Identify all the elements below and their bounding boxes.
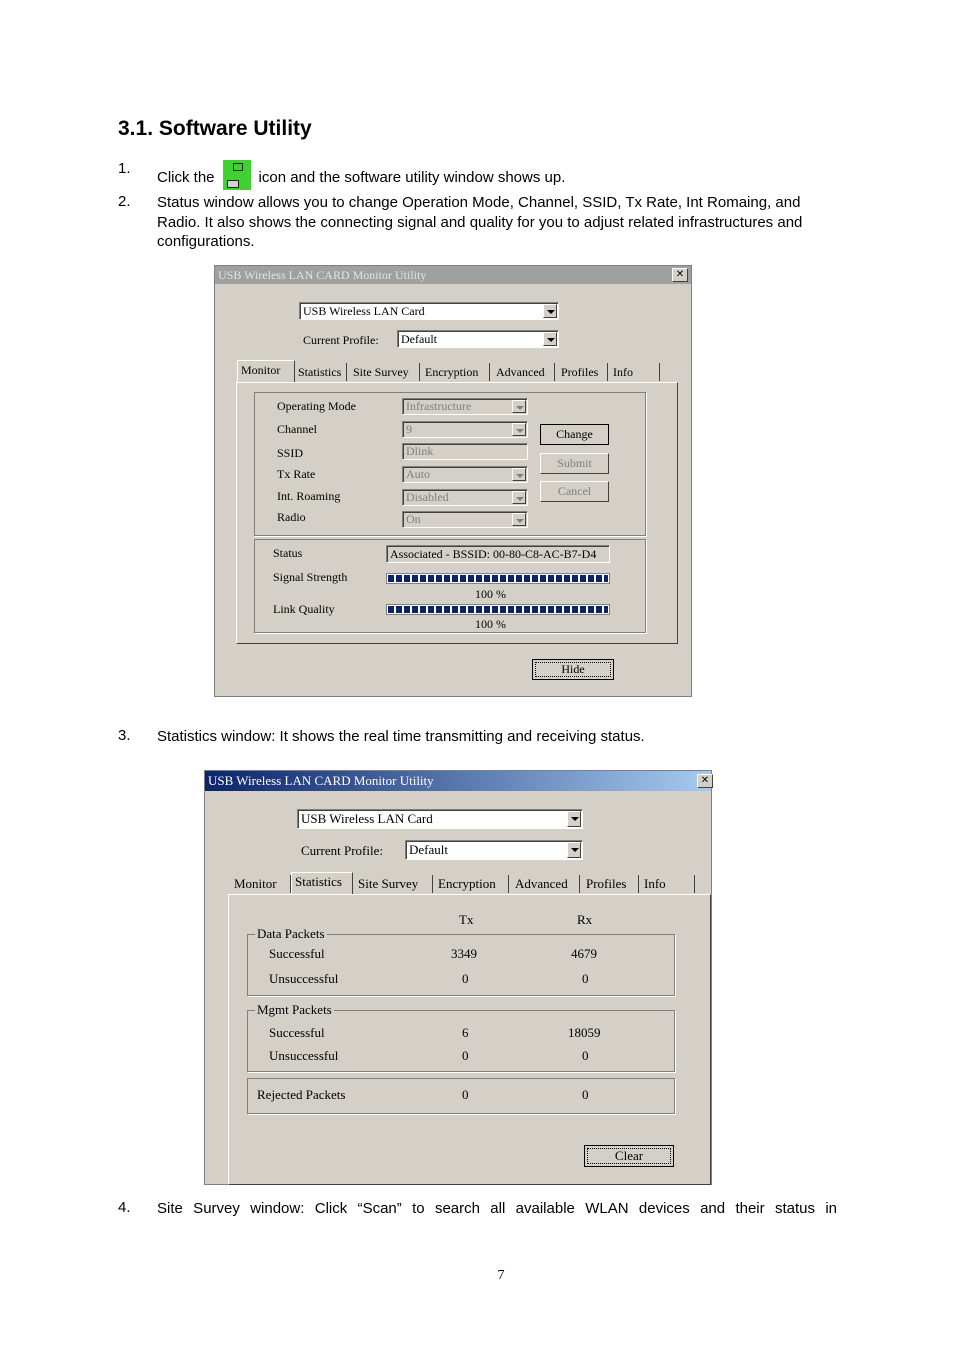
tab-monitor[interactable]: Monitor [237,360,295,382]
adapter-select-value: USB Wireless LAN Card [301,811,433,826]
mgmt-rx-successful: 18059 [568,1025,601,1040]
link-quality-label: Link Quality [273,602,335,616]
radio-value: On [406,512,421,526]
profile-label: Current Profile: [303,333,379,347]
page-number: 7 [497,1268,505,1283]
ssid-input[interactable] [402,443,528,460]
link-quality-bar [386,604,610,615]
field-label-int-roaming: Int. Roaming [277,489,341,503]
rejected-tx: 0 [462,1087,469,1102]
field-label-radio: Radio [277,510,306,524]
data-tx-successful: 3349 [451,946,477,961]
mgmt-successful-label: Successful [269,1025,325,1040]
chevron-down-icon[interactable] [567,842,581,858]
tab-bar [231,875,697,895]
field-label-channel: Channel [277,422,317,436]
submit-button[interactable]: Submit [540,453,609,474]
mgmt-packets-title: Mgmt Packets [257,1002,332,1017]
status-label: Status [273,546,303,560]
rejected-packets-label: Rejected Packets [257,1087,346,1102]
radio-select[interactable] [402,511,528,528]
profile-select-value: Default [409,842,448,857]
data-tx-unsuccessful: 0 [462,971,469,986]
step-1-text [157,160,565,190]
monitor-window [214,265,692,697]
signal-strength-fill [388,575,608,582]
mgmt-rx-unsuccessful: 0 [582,1048,589,1063]
chevron-down-icon[interactable] [512,468,526,481]
hide-button[interactable] [532,659,614,680]
data-successful-label: Successful [269,946,325,961]
field-label-operating-mode: Operating Mode [277,399,356,413]
rx-header: Rx [577,912,593,927]
chevron-down-icon[interactable] [512,423,526,436]
tab-site-survey[interactable]: Site Survey [355,875,433,893]
tab-info[interactable]: Info [641,875,695,893]
window-titlebar [215,266,691,284]
link-quality-percent: 100 % [475,617,506,631]
step-1-text-after: icon and the software utility window shows up. [258,169,566,186]
int-roaming-select[interactable] [402,489,528,506]
chevron-down-icon[interactable] [512,400,526,413]
change-button[interactable]: Change [540,424,609,445]
adapter-select[interactable] [297,809,583,829]
adapter-select[interactable] [299,302,559,320]
chevron-down-icon[interactable] [567,811,581,827]
channel-select[interactable] [402,421,528,438]
operating-mode-select[interactable] [402,398,528,415]
clear-button[interactable] [584,1145,674,1167]
operating-mode-value: Infrastructure [406,399,472,413]
statistics-window [204,770,712,1185]
hide-button-label: Hide [535,662,611,677]
profile-select[interactable] [397,330,559,348]
tab-encryption[interactable]: Encryption [422,363,490,381]
step-1-text-before: Click the [157,169,215,186]
field-label-ssid: SSID [277,446,304,460]
signal-strength-bar [386,573,610,584]
link-quality-fill [388,606,608,613]
clear-button-label: Clear [587,1148,671,1164]
chevron-down-icon[interactable] [543,332,557,346]
chevron-down-icon[interactable] [512,513,526,526]
mgmt-unsuccessful-label: Unsuccessful [269,1048,339,1063]
tab-bar [237,363,677,383]
tab-advanced[interactable]: Advanced [512,875,580,893]
chevron-down-icon[interactable] [543,304,557,318]
field-label-tx-rate: Tx Rate [277,467,316,481]
channel-value: 9 [406,422,412,436]
data-unsuccessful-label: Unsuccessful [269,971,339,986]
tx-rate-select[interactable] [402,466,528,483]
tab-info[interactable]: Info [610,363,660,381]
rejected-rx: 0 [582,1087,589,1102]
tab-statistics[interactable]: Statistics [295,363,347,381]
step-number-3: 3. [118,727,131,744]
mgmt-tx-unsuccessful: 0 [462,1048,469,1063]
close-icon[interactable]: ✕ [697,774,713,788]
tab-encryption[interactable]: Encryption [435,875,509,893]
tab-advanced[interactable]: Advanced [493,363,555,381]
data-rx-successful: 4679 [571,946,597,961]
step-3-text: Statistics window: It shows the real time transmitting and receiving status. [157,728,645,745]
cancel-button[interactable]: Cancel [540,481,609,502]
window-title: USB Wireless LAN CARD Monitor Utility [208,773,434,788]
tx-rate-value: Auto [406,467,430,481]
status-value: Associated - BSSID: 00-80-C8-AC-B7-D4 [390,547,597,561]
mgmt-tx-successful: 6 [462,1025,469,1040]
profile-select[interactable] [405,840,583,860]
data-rx-unsuccessful: 0 [582,971,589,986]
tx-header: Tx [459,912,474,927]
ssid-value: Dlink [406,444,434,458]
window-titlebar [205,771,711,791]
tab-statistics[interactable]: Statistics [291,872,353,894]
close-icon[interactable]: ✕ [672,268,688,282]
step-number-4: 4. [118,1199,131,1216]
signal-strength-label: Signal Strength [273,570,348,584]
profile-label: Current Profile: [301,843,383,858]
chevron-down-icon[interactable] [512,491,526,504]
tab-monitor[interactable]: Monitor [231,875,291,893]
tab-site-survey[interactable]: Site Survey [350,363,420,381]
int-roaming-value: Disabled [406,490,449,504]
step-number-2: 2. [118,193,131,210]
step-4-text: Site Survey window: Click “Scan” to search all available WLAN devices and their status in [157,1200,837,1217]
status-value-field [386,545,610,563]
utility-tray-icon [223,160,251,190]
page-heading: 3.1. Software Utility [118,117,312,140]
window-title: USB Wireless LAN CARD Monitor Utility [218,268,427,282]
step-2-text: Status window allows you to change Operation Mode, Channel, SSID, Tx Rate, Int Romaing, and Radio. It also shows the connecting signal and quality for you to adjust related infrastructures and configurations. [157,194,803,250]
tab-profiles[interactable]: Profiles [583,875,639,893]
tab-profiles[interactable]: Profiles [558,363,608,381]
step-number-1: 1. [118,160,131,177]
data-packets-title: Data Packets [257,926,325,941]
adapter-select-value: USB Wireless LAN Card [303,304,425,318]
signal-strength-percent: 100 % [475,587,506,601]
profile-select-value: Default [401,332,437,346]
